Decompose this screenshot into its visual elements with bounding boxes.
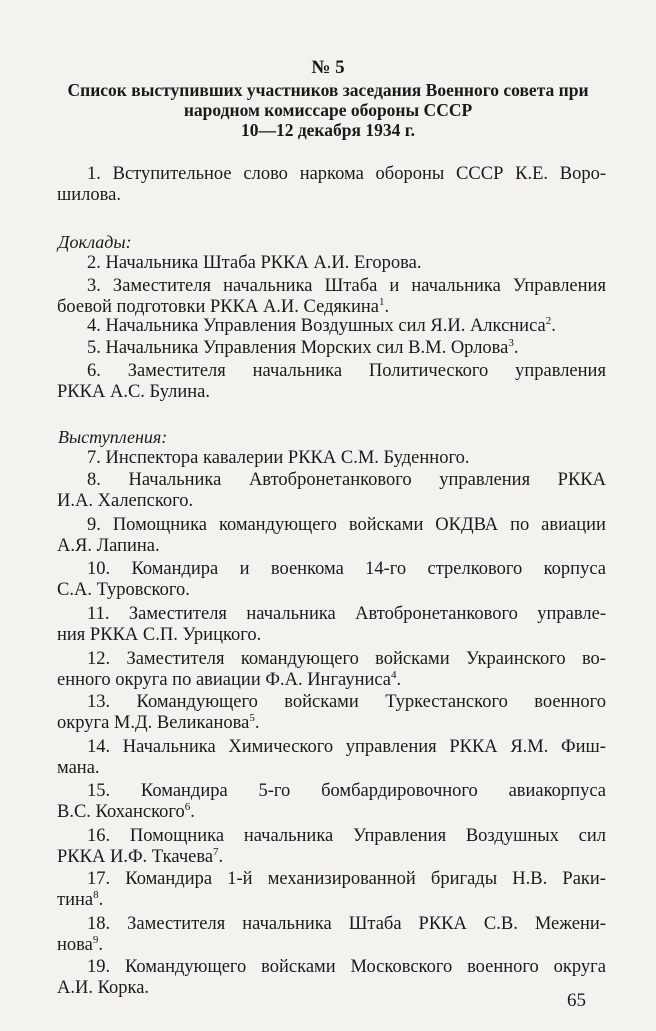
word: начальника [223,276,313,296]
item-line: А.И. Корка. [57,977,150,998]
word: механизированной [267,869,416,889]
word: Я.М. [510,737,549,757]
list-item [57,826,606,867]
word: Фиш- [561,737,606,757]
item-line: тина$^8$. [57,888,104,910]
list-item [57,957,606,998]
item-line: В.С. Коханского$^6$. [57,800,195,822]
item-line: 5. Начальника Управления Морских сил В.М. Орлова$^3$. [87,336,519,358]
word: ОКДВА [435,515,499,535]
word: начальника [411,276,501,296]
footnote-ref: 3 [508,336,514,349]
title-line-3: 10—12 декабря 1934 г. [240,120,416,140]
item-line: РККА А.С. Булина. [57,381,210,402]
list-item [57,361,606,402]
document-title [30,56,626,140]
item-line [57,649,606,670]
word: во- [581,649,606,669]
word: К.Е. [515,164,548,184]
item-line [57,826,606,847]
item-line [57,869,606,890]
word: Командующего [136,692,258,712]
footnote-ref: 8 [93,888,99,901]
word: слово [243,164,288,184]
word: СССР [456,164,504,184]
word: Начальника [128,470,222,490]
word: Командира [125,869,213,889]
word: 6. [87,361,101,381]
word: обороны [375,164,445,184]
item-line: боевой подготовки РККА А.И. Седякина$^1$. [57,295,390,317]
item-line [57,470,606,491]
item-line: С.А. Туровского. [57,579,190,600]
item-line: РККА И.Ф. Ткачева$^7$. [57,845,224,867]
word: 19. [87,957,111,977]
list-item [57,338,606,359]
word: 3. [87,276,101,296]
list-item [57,559,606,600]
word: начальника [246,604,336,624]
word: Управления [353,826,447,846]
word: управления [345,737,437,757]
word: Заместителя [127,914,226,934]
title-line-1: Список выступивших участников заседания Военного совета при [67,80,589,100]
word: Управления [512,276,606,296]
item-line [57,737,606,758]
list-item [57,515,606,556]
word: Химического [228,737,334,757]
word: 5-го [258,781,291,801]
word: 12. [87,649,111,669]
word: Штаба [324,276,378,296]
item-line: 4. Начальника Управления Воздушных сил Я.И. Алксниса$^2$. [87,314,556,336]
word: войсками [348,515,424,535]
word: 11. [87,604,110,624]
item-line: нова$^9$. [57,933,103,955]
document-number: № 5 [311,57,345,78]
word: 15. [87,781,111,801]
word: бригады [430,869,498,889]
word: и [239,559,250,579]
item-line: И.А. Халепского. [57,490,194,511]
list-item [57,781,606,822]
page-number: 65 [567,990,586,1011]
list-item [57,164,606,205]
word: Автобронетанкового [355,604,518,624]
item-line [57,164,606,185]
word: командующего [240,649,359,669]
item-line: енного округа по авиации Ф.А. Ингауниса$^4$. [57,668,402,690]
footnote-ref: 2 [545,314,552,327]
word: Воздушных [465,826,559,846]
word: 1-й [227,869,253,889]
word: Заместителя [112,276,212,296]
list-item [57,649,606,690]
word: РККА [418,914,467,934]
word: 14. [87,737,111,757]
word: 1. [87,164,101,184]
section-heading-speeches: Выступления: [58,427,168,447]
word: наркома [299,164,364,184]
word: военного [467,957,539,977]
word: управле- [537,604,606,624]
word: Воро- [559,164,606,184]
word: 14-го [365,559,407,579]
footnote-ref: 6 [184,800,191,813]
word: Автобронетанкового [248,470,412,490]
word: 17. [87,869,111,889]
list-item [57,604,606,645]
word: управления [515,361,606,381]
footnote-ref: 5 [249,711,255,724]
word: войсками [284,692,359,712]
list-item [57,692,606,733]
word: и [389,276,400,296]
word: начальника [252,361,343,381]
word: Штаба [348,914,402,934]
word: Политического [368,361,489,381]
word: РККА [449,737,498,757]
word: по [510,515,530,535]
item-line [57,604,606,625]
word: 8. [87,470,101,490]
item-line: мана. [57,757,100,778]
item-line: 2. Начальника Штаба РККА А.И. Егорова. [87,253,422,273]
item-line [57,276,606,297]
word: округа [553,957,606,977]
word: Помощника [129,826,225,846]
section-heading-reports: Доклады: [58,232,132,252]
list-item [57,276,606,317]
word: бомбардировочного [321,781,478,801]
footnote-ref: 9 [92,933,99,946]
item-line [57,515,606,536]
word: военного [534,692,606,712]
list-item [57,253,606,274]
word: начальника [243,826,334,846]
list-item [57,470,606,511]
word: корпуса [543,559,606,579]
item-line: А.Я. Лапина. [57,535,160,556]
word: войсками [261,957,336,977]
footnote-ref: 4 [391,668,397,681]
word: 9. [87,515,101,535]
word: Заместителя [128,604,227,624]
item-line: округа М.Д. Великанова$^5$. [57,711,260,733]
list-item [57,914,606,955]
item-line: шилова. [57,184,121,205]
word: 13. [87,692,111,712]
list-item [57,316,606,337]
word: командующего [218,515,337,535]
item-line [57,781,606,802]
word: 10. [87,559,111,579]
title-line-2: народном комиссаре обороны СССР [183,100,473,120]
item-line: 7. Инспектора кавалерии РККА С.М. Буденного. [87,448,470,468]
list-item [57,448,606,469]
word: военкома [270,559,344,579]
word: сил [578,826,606,846]
item-line [57,559,606,580]
word: управления [439,470,531,490]
word: Московского [350,957,453,977]
word: Украинского [466,649,566,669]
word: Начальника [122,737,216,757]
item-line [57,692,606,713]
word: войсками [375,649,450,669]
item-line [57,914,606,935]
word: Межени- [534,914,606,934]
item-line: ния РККА С.П. Урицкого. [57,624,262,645]
word: начальника [242,914,332,934]
item-line [57,957,606,978]
word: Командующего [124,957,247,977]
word: Туркестанского [385,692,508,712]
word: Н.В. [512,869,548,889]
word: 18. [87,914,111,934]
footnote-ref: 1 [379,295,385,308]
word: РККА [557,470,606,490]
word: Раки- [562,869,606,889]
list-item [57,737,606,778]
list-item [57,869,606,910]
word: авиации [541,515,606,535]
word: авиакорпуса [508,781,606,801]
footnote-ref: 7 [213,845,219,858]
word: С.В. [483,914,518,934]
word: Помощника [112,515,207,535]
word: стрелкового [427,559,523,579]
word: 16. [87,826,111,846]
word: Заместителя [127,361,226,381]
item-line [57,361,606,382]
word: Командира [140,781,228,801]
word: Вступительное [112,164,232,184]
word: Заместителя [126,649,225,669]
word: Командира [131,559,219,579]
